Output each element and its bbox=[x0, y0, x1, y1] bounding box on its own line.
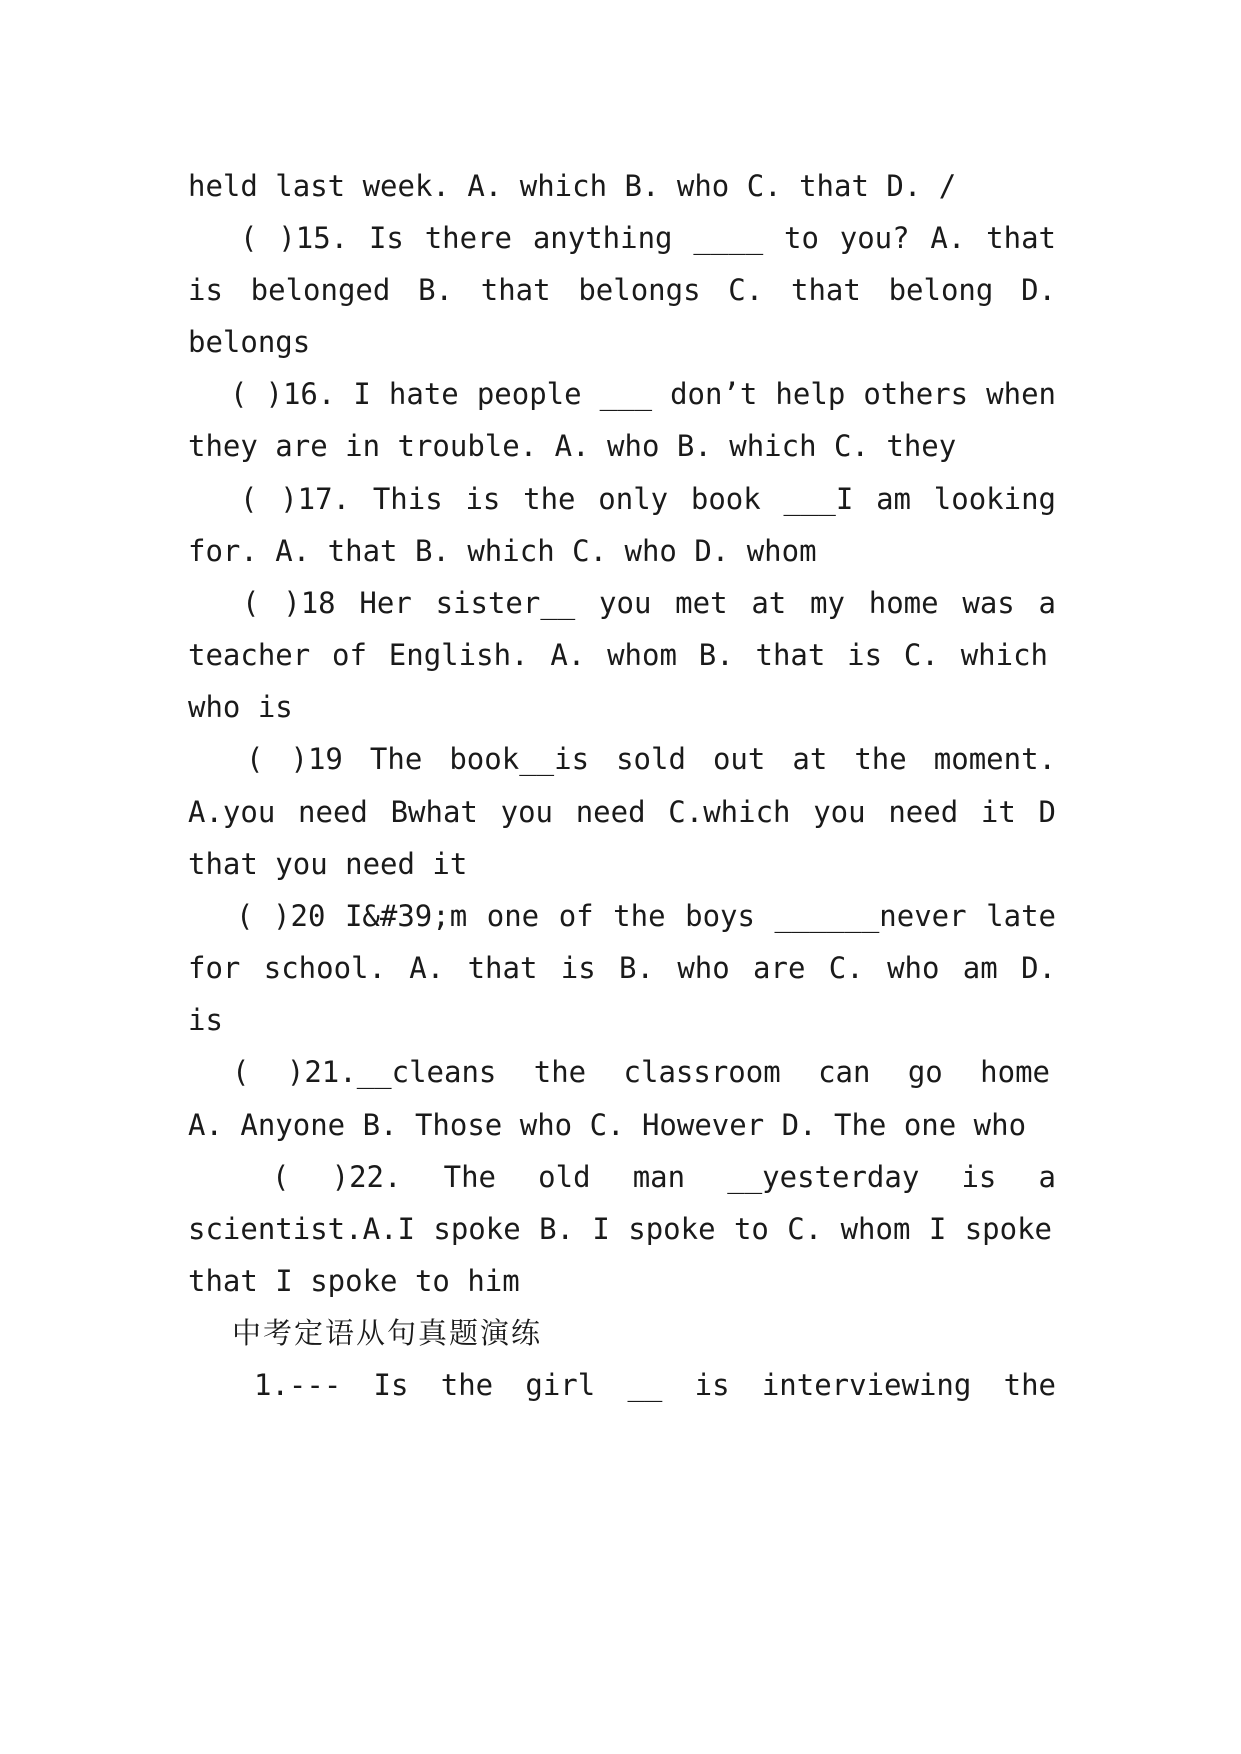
text-line: that I spoke to him bbox=[188, 1264, 520, 1298]
text-line: for school. A. that is B. who are C. who am D. bbox=[188, 951, 1056, 985]
question-16: ( )16. I hate people ___ don’t help others when bbox=[230, 377, 1056, 411]
text-line: held last week. A. which B. who C. that D. / bbox=[188, 169, 957, 203]
question-18: ( )18 Her sister__ you met at my home was a bbox=[242, 586, 1056, 620]
text-line: A. Anyone B. Those who C. However D. The one who bbox=[188, 1108, 1027, 1142]
text-line: is bbox=[188, 1003, 223, 1037]
exam-question-1: 1.--- Is the girl __ is interviewing the bbox=[254, 1368, 1056, 1402]
text-line: they are in trouble. A. who B. which C. they bbox=[188, 429, 957, 463]
question-19: ( )19 The book__is sold out at the moment. bbox=[246, 742, 1056, 776]
text-line: A.you need Bwhat you need C.which you need it D bbox=[188, 795, 1056, 829]
text-line: for. A. that B. which C. who D. whom bbox=[188, 534, 817, 568]
question-21: ( )21.__cleans the classroom can go home bbox=[232, 1055, 1050, 1089]
text-line: who is bbox=[188, 690, 293, 724]
section-heading: 中考定语从句真题演练 bbox=[232, 1316, 543, 1350]
text-line: belongs bbox=[188, 325, 311, 359]
text-line: that you need it bbox=[188, 847, 468, 881]
question-17: ( )17. This is the only book ___I am looking bbox=[240, 482, 1056, 516]
text-line: is belonged B. that belongs C. that belong D. bbox=[188, 273, 1056, 307]
question-22: ( )22. The old man __yesterday is a bbox=[272, 1160, 1056, 1194]
question-20: ( )20 I&#39;m one of the boys ______never late bbox=[236, 899, 1056, 933]
text-line: teacher of English. A. whom B. that is C. which bbox=[188, 638, 1048, 672]
question-15: ( )15. Is there anything ____ to you? A. that bbox=[240, 221, 1056, 255]
text-line: scientist.A.I spoke B. I spoke to C. whom I spoke bbox=[188, 1212, 1052, 1246]
